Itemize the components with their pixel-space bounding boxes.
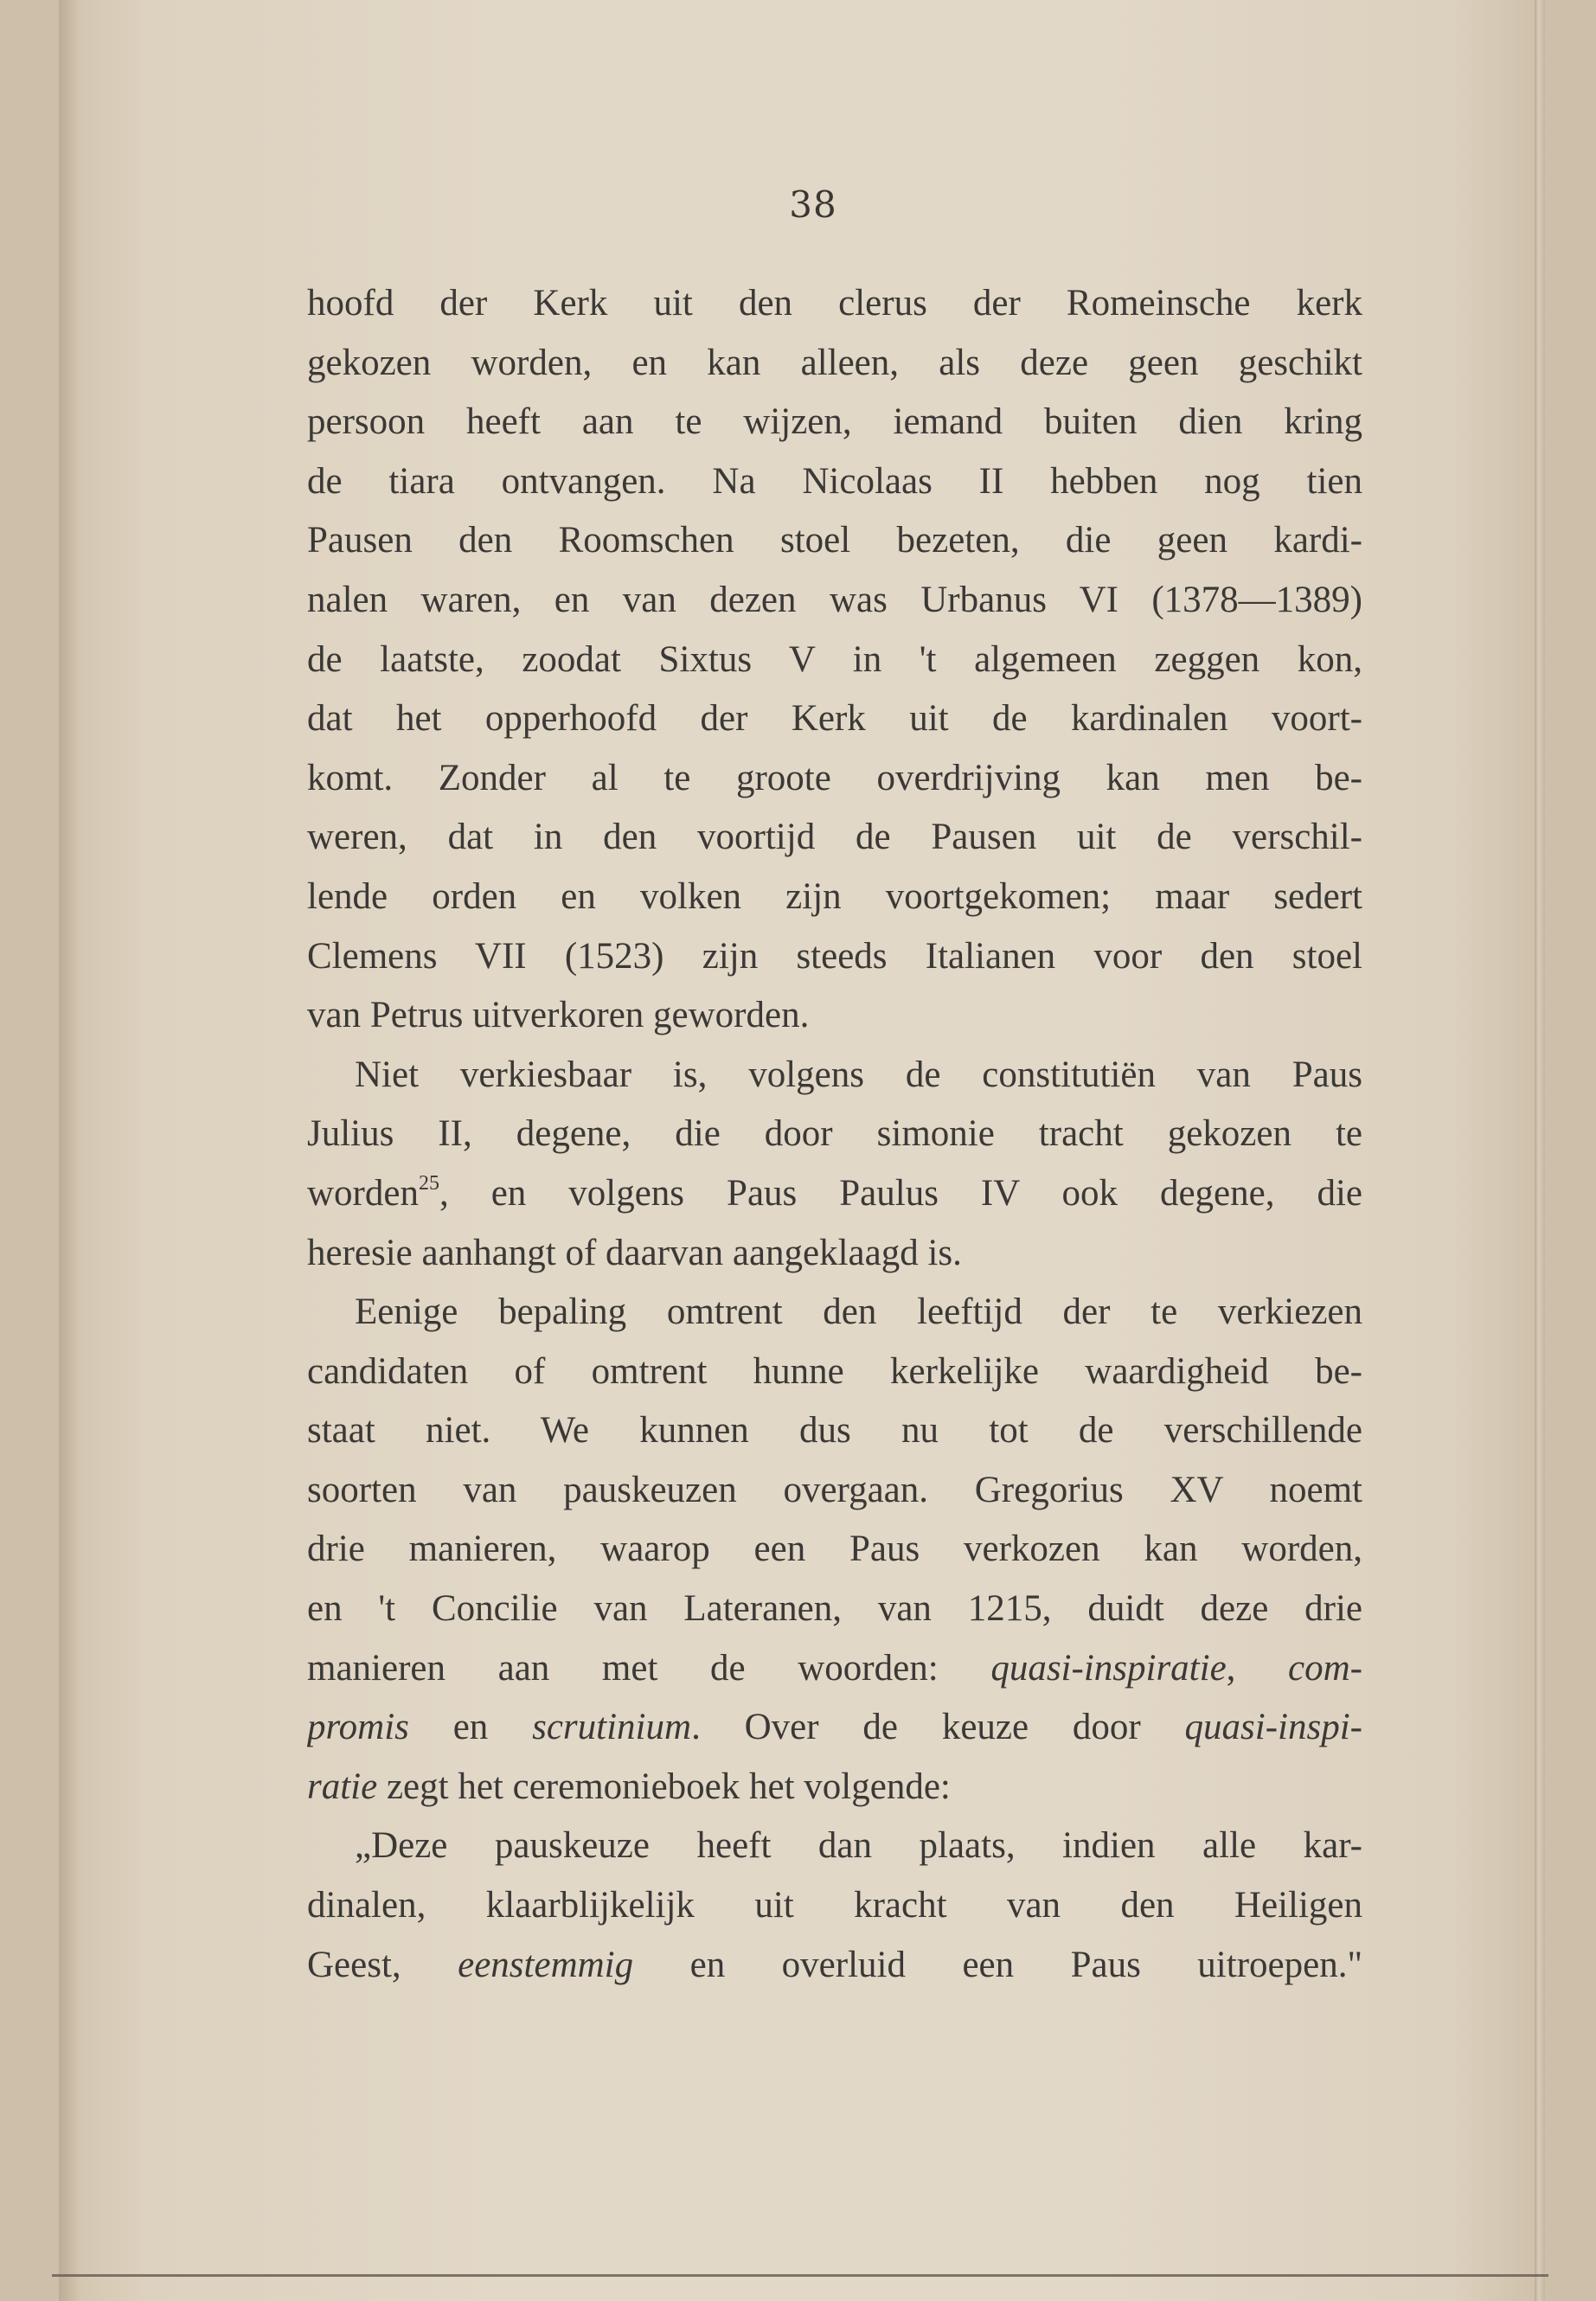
text-line [307, 334, 1362, 394]
text-line [307, 1580, 1362, 1639]
line-text: en overluid een Paus uitroepen." [633, 1944, 1362, 1985]
text-line [307, 1639, 1362, 1699]
line-text: staat niet. We kunnen dus nu tot de verschillende [307, 1410, 1362, 1452]
line-text: Niet verkiesbaar is, volgens de constitutiën van Paus [355, 1054, 1362, 1095]
line-text: komt. Zonder al te groote overdrijving kan men be- [307, 757, 1362, 798]
line-text: soorten van pauskeuzen overgaan. Gregorius XV noemt [307, 1469, 1362, 1510]
line-text: worden [307, 1172, 419, 1214]
line-text: dinalen, klaarblijkelijk uit kracht van den Heiligen [307, 1885, 1362, 1926]
text-line [307, 1046, 1362, 1106]
italic-term: quasi-inspiratie [990, 1647, 1227, 1689]
italic-term: eenstemmig [458, 1944, 634, 1985]
line-text: , [1226, 1647, 1289, 1689]
italic-term: promis [307, 1707, 409, 1748]
line-text: hoofd der Kerk uit den clerus der Romeinsche kerk [307, 283, 1362, 324]
text-line [307, 1164, 1362, 1224]
line-text: de tiara ontvangen. Na Nicolaas II hebben nog tien [307, 460, 1362, 502]
line-text: , en volgens Paus Paulus IV ook degene, die [439, 1172, 1362, 1214]
line-text: en [408, 1707, 533, 1748]
text-line [307, 927, 1362, 987]
line-text: en 't Concilie van Lateranen, van 1215, duidt deze drie [307, 1588, 1362, 1630]
line-text: Julius II, degene, die door simonie tracht gekozen te [307, 1113, 1362, 1155]
line-text: „Deze pauskeuze heeft dan plaats, indien alle kar- [355, 1825, 1362, 1867]
text-line [307, 1520, 1362, 1580]
text-line [307, 1758, 1362, 1817]
page-gutter-shadow [59, 0, 81, 2301]
text-line [307, 1105, 1362, 1164]
line-text: candidaten of omtrent hunne kerkelijke waardigheid be- [307, 1350, 1362, 1392]
text-line [307, 274, 1362, 334]
line-text: lende orden en volken zijn voortgekomen; maar sedert [307, 875, 1362, 917]
bottom-edge-line [52, 2274, 1548, 2277]
line-text: . Over de keuze door [691, 1707, 1185, 1748]
line-text: Pausen den Roomschen stoel bezeten, die geen kardi- [307, 520, 1362, 561]
italic-term: com- [1288, 1647, 1362, 1689]
italic-term: quasi-inspi- [1184, 1707, 1362, 1748]
line-text: nalen waren, en van dezen was Urbanus VI (1378—1389) [307, 579, 1362, 620]
line-text: manieren aan met de woorden: [307, 1647, 991, 1689]
text-line [307, 393, 1362, 452]
text-line [307, 452, 1362, 512]
line-text: gekozen worden, en kan alleen, als deze geen geschikt [307, 342, 1362, 383]
text-line [307, 1698, 1362, 1758]
text-line [307, 1343, 1362, 1402]
text-line [307, 1876, 1362, 1936]
line-text: dat het opperhoofd der Kerk uit de kardinalen voort- [307, 698, 1362, 740]
text-line [307, 511, 1362, 571]
text-line [307, 868, 1362, 927]
text-line [307, 571, 1362, 631]
text-line [307, 1936, 1362, 1996]
page-number: 38 [789, 183, 837, 226]
page-edge [1535, 0, 1545, 2301]
text-line [307, 1401, 1362, 1461]
line-text: Geest, [307, 1944, 458, 1985]
text-line [307, 749, 1362, 809]
italic-term: ratie [307, 1766, 378, 1807]
text-line [307, 1461, 1362, 1521]
line-text: drie manieren, waarop een Paus verkozen kan worden, [307, 1529, 1362, 1570]
text-line [307, 689, 1362, 749]
line-text: Eenige bepaling omtrent den leeftijd der te verkiezen [355, 1292, 1362, 1333]
line-text: zegt het ceremonieboek het volgende: [377, 1766, 951, 1807]
line-text: Clemens VII (1523) zijn steeds Italianen voor den stoel [307, 935, 1362, 977]
italic-term: scrutinium [532, 1707, 692, 1748]
text-line [307, 1224, 1362, 1284]
text-line [307, 631, 1362, 690]
text-line [307, 1283, 1362, 1343]
footnote-marker: 25 [418, 1171, 439, 1195]
line-text: persoon heeft aan te wijzen, iemand buiten dien kring [307, 401, 1362, 443]
text-line [307, 808, 1362, 868]
body-text [307, 274, 1362, 1995]
line-text: de laatste, zoodat Sixtus V in 't algemeen zeggen kon, [307, 638, 1362, 680]
text-line [307, 1817, 1362, 1876]
line-text: heresie aanhangt of daarvan aangeklaagd is. [307, 1232, 962, 1273]
line-text: van Petrus uitverkoren geworden. [307, 995, 810, 1036]
line-text: weren, dat in den voortijd de Pausen uit de verschil- [307, 817, 1362, 858]
text-line [307, 986, 1362, 1046]
